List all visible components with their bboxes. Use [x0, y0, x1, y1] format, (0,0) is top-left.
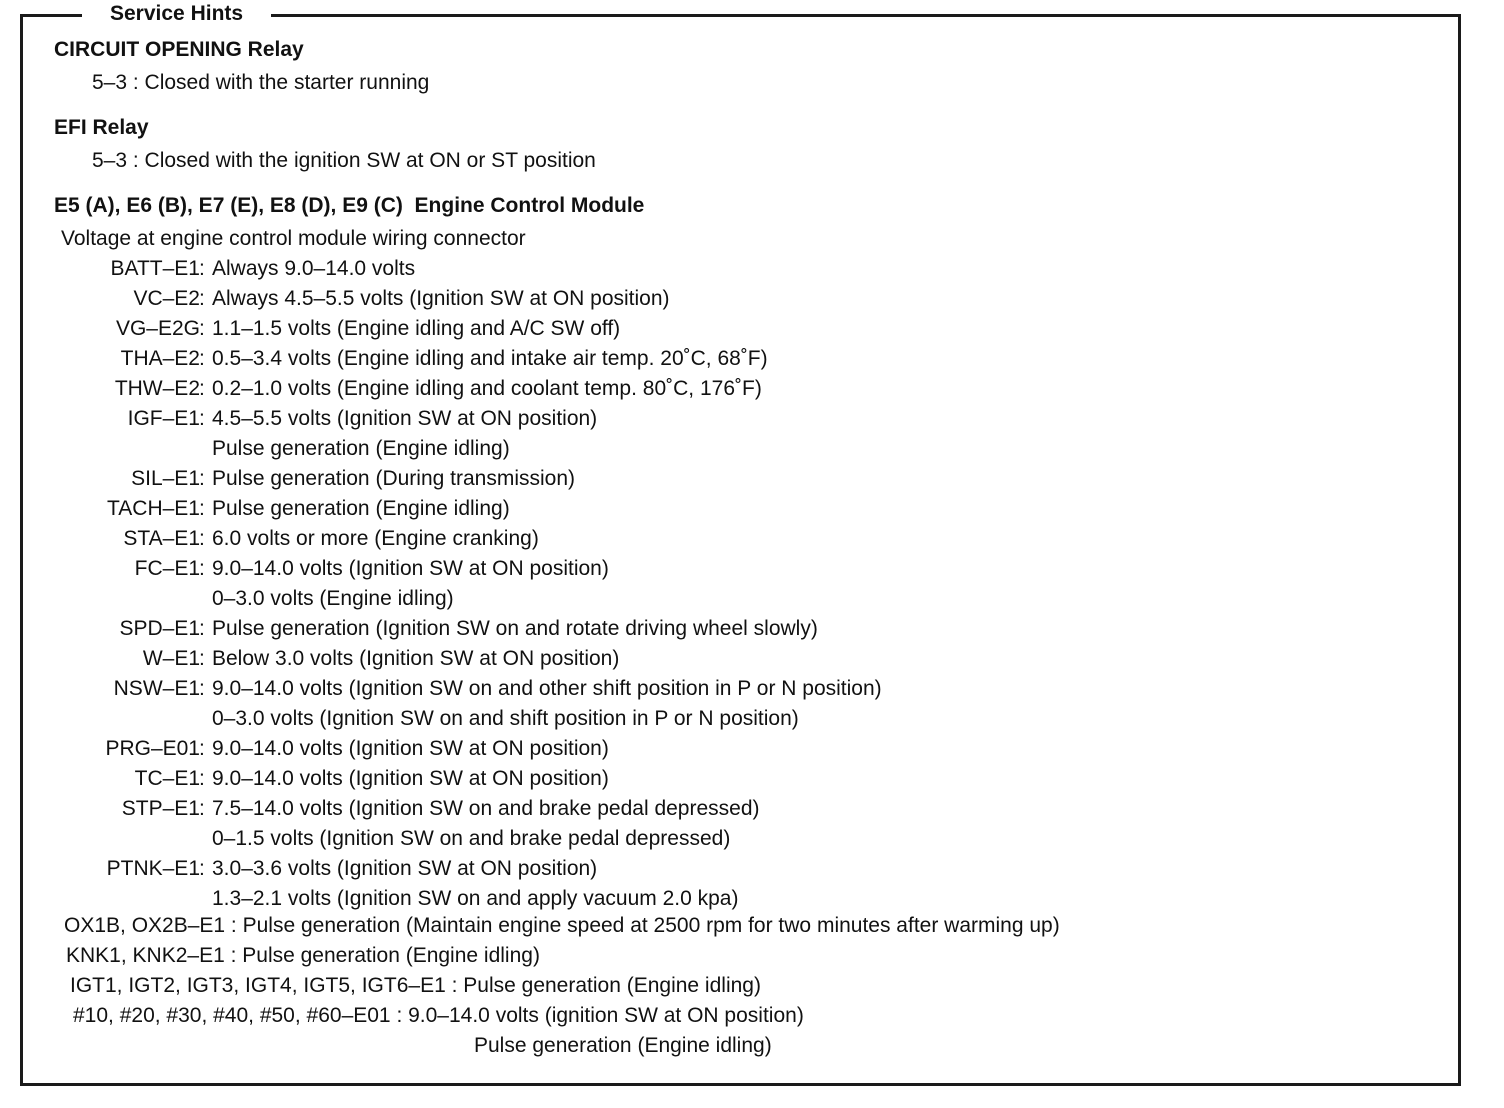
terminal-value: 9.0–14.0 volts (Ignition SW on and other shift position in P or N position): [212, 677, 882, 700]
terminal-label: IGF–E1: [127, 407, 200, 430]
ecm-long-line: OX1B, OX2B–E1 : Pulse generation (Maintain engine speed at 2500 rpm for two minutes after warming up): [64, 914, 1060, 937]
efi-relay-heading: EFI Relay: [54, 116, 149, 139]
terminal-label: SPD–E1: [119, 617, 200, 640]
terminal-value: 0.2–1.0 volts (Engine idling and coolant temp. 80˚C, 176˚F): [212, 377, 762, 400]
terminal-value: Pulse generation (During transmission): [212, 467, 575, 490]
circuit-opening-relay-hint: 5–3 : Closed with the starter running: [92, 71, 430, 94]
terminal-value: 1.3–2.1 volts (Ignition SW on and apply vacuum 2.0 kpa): [212, 887, 739, 910]
separator: :: [199, 257, 205, 280]
terminal-label: VG–E2G: [115, 317, 200, 340]
circuit-opening-relay-heading: CIRCUIT OPENING Relay: [54, 38, 304, 61]
terminal-label: FC–E1: [134, 557, 200, 580]
separator: :: [199, 797, 205, 820]
separator: :: [199, 677, 205, 700]
terminal-value: Pulse generation (Engine idling): [212, 437, 510, 460]
terminal-label: TACH–E1: [107, 497, 200, 520]
terminal-label: W–E1: [142, 647, 200, 670]
terminal-label: PRG–E01: [105, 737, 200, 760]
terminal-label: THW–E2: [114, 377, 200, 400]
terminal-value: 0–1.5 volts (Ignition SW on and brake pedal depressed): [212, 827, 731, 850]
terminal-value: Pulse generation (Ignition SW on and rotate driving wheel slowly): [212, 617, 818, 640]
terminal-label: STP–E1: [121, 797, 200, 820]
service-hints-title: Service Hints: [82, 0, 271, 28]
separator: :: [199, 497, 205, 520]
separator: :: [199, 737, 205, 760]
terminal-value: Pulse generation (Engine idling): [212, 497, 510, 520]
separator: :: [199, 377, 205, 400]
separator: :: [199, 467, 205, 490]
terminal-value: Always 9.0–14.0 volts: [212, 257, 416, 280]
efi-relay-hint: 5–3 : Closed with the ignition SW at ON or ST position: [92, 149, 596, 172]
ecm-long-line: #10, #20, #30, #40, #50, #60–E01 : 9.0–14.0 volts (ignition SW at ON position): [73, 1004, 804, 1027]
ecm-long-line-continuation: Pulse generation (Engine idling): [474, 1034, 772, 1057]
terminal-value: Always 4.5–5.5 volts (Ignition SW at ON position): [212, 287, 670, 310]
separator: :: [199, 347, 205, 370]
terminal-label: PTNK–E1: [106, 857, 200, 880]
separator: :: [199, 767, 205, 790]
terminal-value: Below 3.0 volts (Ignition SW at ON position): [212, 647, 620, 670]
terminal-value: 1.1–1.5 volts (Engine idling and A/C SW off): [212, 317, 621, 340]
terminal-label: VC–E2: [133, 287, 200, 310]
terminal-value: 7.5–14.0 volts (Ignition SW on and brake pedal depressed): [212, 797, 760, 820]
terminal-value: 0–3.0 volts (Ignition SW on and shift position in P or N position): [212, 707, 799, 730]
separator: :: [199, 857, 205, 880]
terminal-value: 6.0 volts or more (Engine cranking): [212, 527, 539, 550]
terminal-value: 9.0–14.0 volts (Ignition SW at ON position): [212, 767, 609, 790]
ecm-long-line: IGT1, IGT2, IGT3, IGT4, IGT5, IGT6–E1 : Pulse generation (Engine idling): [70, 974, 761, 997]
terminal-label: THA–E2: [120, 347, 200, 370]
separator: :: [199, 557, 205, 580]
terminal-value: 3.0–3.6 volts (Ignition SW at ON position): [212, 857, 598, 880]
separator: :: [199, 527, 205, 550]
terminal-label: TC–E1: [134, 767, 200, 790]
terminal-value: 9.0–14.0 volts (Ignition SW at ON position): [212, 737, 609, 760]
separator: :: [199, 617, 205, 640]
terminal-label: BATT–E1: [110, 257, 200, 280]
terminal-label: STA–E1: [123, 527, 200, 550]
ecm-long-line: KNK1, KNK2–E1 : Pulse generation (Engine idling): [66, 944, 540, 967]
terminal-value: 0–3.0 volts (Engine idling): [212, 587, 454, 610]
terminal-label: SIL–E1: [131, 467, 200, 490]
terminal-value: 4.5–5.5 volts (Ignition SW at ON position): [212, 407, 598, 430]
separator: :: [199, 647, 205, 670]
terminal-value: 9.0–14.0 volts (Ignition SW at ON position): [212, 557, 609, 580]
separator: :: [199, 317, 205, 340]
separator: :: [199, 287, 205, 310]
separator: :: [199, 407, 205, 430]
terminal-label: NSW–E1: [113, 677, 200, 700]
terminal-value: 0.5–3.4 volts (Engine idling and intake air temp. 20˚C, 68˚F): [212, 347, 768, 370]
ecm-heading: E5 (A), E6 (B), E7 (E), E8 (D), E9 (C) Engine Control Module: [54, 194, 645, 217]
ecm-intro: Voltage at engine control module wiring connector: [61, 227, 526, 250]
